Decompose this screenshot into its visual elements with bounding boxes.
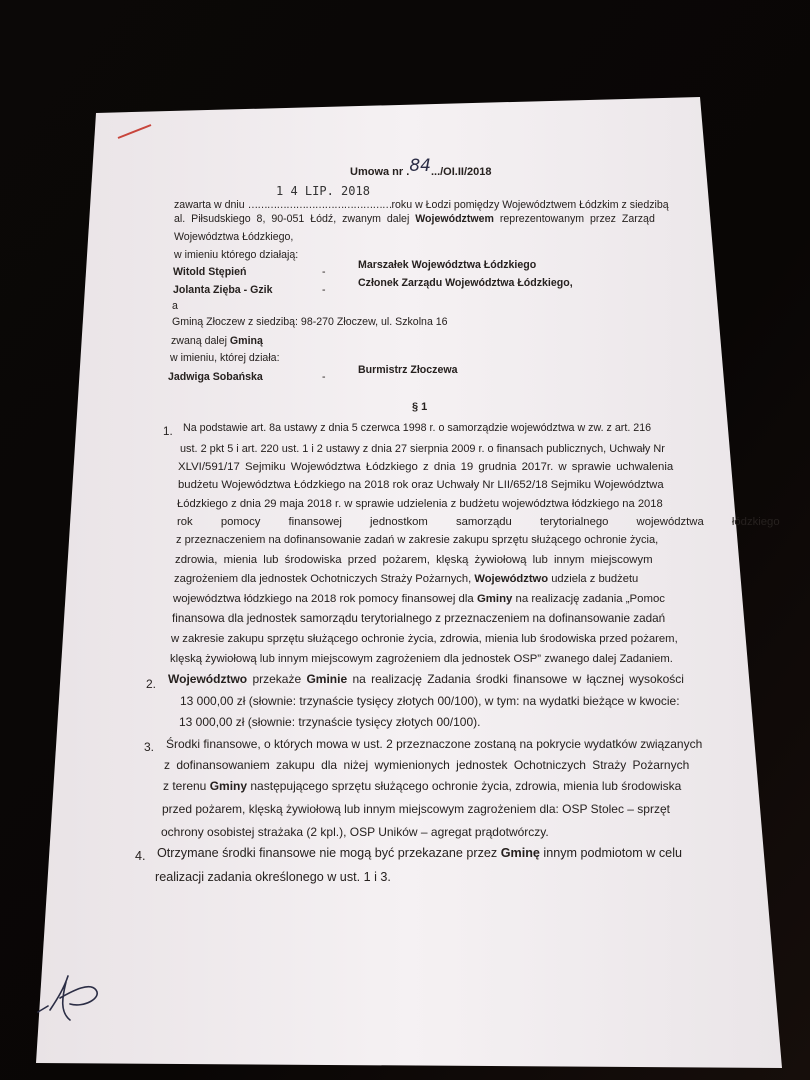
p1-line: zagrożeniem dla jednostek Ochotniczych Straży Pożarnych, Województwo udziela z budżetu: [174, 573, 639, 585]
party2-role: Burmistrz Złoczewa: [358, 364, 458, 376]
p1-line: zdrowia, mienia lub środowiska przed pożarem, klęską żywiołową lub innym miejscowym: [175, 554, 653, 566]
p1-number: 1.: [163, 425, 173, 438]
p4-number: 4.: [135, 849, 146, 863]
p3-line: przed pożarem, klęską żywiołową lub innym miejscowym zagrożeniem dla: OSP Stolec – sprzęt: [162, 802, 670, 816]
p1-line: klęską żywiołową lub innym miejscowym zagrożeniem dla jednostek OSP” zwanego dalej Zadaniem.: [170, 653, 673, 665]
handwritten-initials-signature: [30, 968, 110, 1028]
party2-line-2: zwaną dalej Gminą: [171, 335, 263, 347]
signatory-role-1: Marszałek Województwa Łódzkiego: [358, 259, 537, 271]
signatory-dash-2: -: [322, 284, 326, 296]
intro-line-1: zawarta w dniu ………………………………………roku w Łodzi pomiędzy Województwem Łódzkim z siedzibą: [174, 199, 669, 211]
p2-line: Województwo przekaże Gminie na realizację Zadania środki finansowe w łącznej wysokości: [168, 672, 684, 686]
p2-line: 13 000,00 zł (słownie: trzynaście tysięcy złotych 00/100), w tym: na wydatki bieżące w kwocie:: [180, 694, 680, 708]
party2-name: Jadwiga Sobańska: [168, 371, 263, 383]
p1-line: w zakresie zakupu sprzętu służącego ochronie życia, zdrowia, mienia lub środowiska przed pożarem,: [171, 633, 678, 645]
conjunction: a: [172, 300, 178, 312]
signatory-dash-1: -: [322, 266, 326, 278]
p3-line: z terenu Gminy następującego sprzętu służącego ochronie życia, zdrowia, mienia lub środowiska: [163, 779, 682, 793]
signatory-role-2: Członek Zarządu Województwa Łódzkiego,: [358, 277, 573, 289]
p1-line: finansowa dla jednostek samorządu terytorialnego z przeznaczeniem na dofinansowanie zadań: [172, 612, 666, 625]
p3-line: z dofinansowaniem zakupu dla niżej wymienionych jednostek Ochotniczych Straży Pożarnych: [164, 758, 690, 772]
date-stamp: 1 4 LIP. 2018: [276, 184, 370, 198]
contract-title: Umowa nr .84.../OI.II/2018: [350, 156, 492, 178]
p2-line: 13 000,00 zł (słownie: trzynaście tysięcy złotych 00/100).: [179, 715, 481, 729]
p4-line: realizacji zadania określonego w ust. 1 i 3.: [155, 870, 391, 884]
p4-line: Otrzymane środki finansowe nie mogą być przekazane przez Gminę innym podmiotom w celu: [157, 846, 682, 860]
party2-dash: -: [322, 371, 326, 383]
signatory-name-2: Jolanta Zięba - Gzik: [173, 284, 273, 296]
p1-line: budżetu Województwa Łódzkiego na 2018 rok oraz Uchwały Nr LII/652/18 Sejmiku Województwa: [178, 479, 664, 491]
intro-line-3: Województwa Łódzkiego,: [174, 231, 294, 243]
p1-line: rok pomocy finansowej jednostkom samorządu terytorialnego województwa łódzkiego: [177, 516, 780, 528]
p1-line: XLVI/591/17 Sejmiku Województwa Łódzkiego z dnia 19 grudnia 2017r. w sprawie uchwalenia: [178, 461, 674, 473]
p3-number: 3.: [144, 740, 155, 754]
section-heading: § 1: [412, 401, 428, 413]
p1-line: z przeznaczeniem na dofinansowanie zadań w zakresie zakupu sprzętu służącego ochronie życia,: [176, 534, 659, 546]
party2-line-1: Gminą Złoczew z siedzibą: 98-270 Złoczew, ul. Szkolna 16: [172, 316, 448, 328]
p1-line: Na podstawie art. 8a ustawy z dnia 5 czerwca 1998 r. o samorządzie województwa w zw. z art. 216: [183, 422, 652, 434]
p1-line: ust. 2 pkt 5 i art. 220 ust. 1 i 2 ustawy z dnia 27 sierpnia 2009 r. o finansach publicznych, Uchwały Nr: [180, 443, 665, 455]
p3-line: ochrony osobistej strażaka (2 kpl.), OSP Uników – agregat prądotwórczy.: [161, 825, 549, 839]
signatory-name-1: Witold Stępień: [173, 266, 247, 278]
p3-line: Środki finansowe, o których mowa w ust. 2 przeznaczone zostaną na pokrycie wydatków związanych: [166, 737, 703, 751]
intro-line-2: al. Piłsudskiego 8, 90-051 Łódź, zwanym dalej Województwem reprezentowanym przez Zarząd: [174, 213, 655, 225]
intro-line-4: w imieniu którego działają:: [174, 249, 299, 261]
party2-line-3: w imieniu, której działa:: [170, 352, 280, 364]
p1-line: województwa łódzkiego na 2018 rok pomocy finansowej dla Gminy na realizację zadania „Pomoc: [173, 593, 665, 605]
p2-number: 2.: [146, 677, 157, 691]
p1-line: Łódzkiego z dnia 29 maja 2018 r. w sprawie udzielenia z budżetu województwa łódzkiego na 2018: [177, 498, 663, 510]
